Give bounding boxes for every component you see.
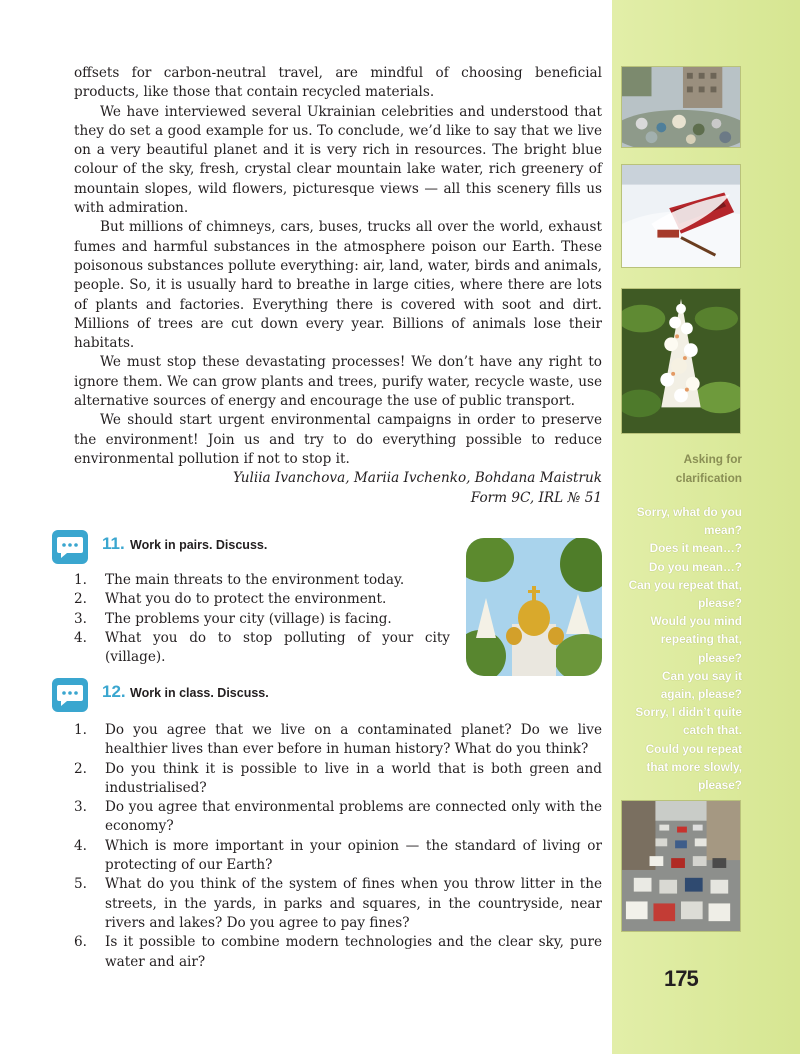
snow-car-photo [621,164,741,268]
item-text: Do you think it is possible to live in a world that is both green and industrialised? [105,760,602,796]
article-paragraph: offsets for carbon-neutral travel, are mindful of choosing beneficial products, like those that contain recycled materials. [74,65,602,101]
phrase-line: please? [698,778,742,793]
task-11-header [50,528,470,566]
list-item [74,571,450,590]
phrase-line: repeating that, [660,632,742,647]
phrase-line: Sorry, I didn’t quite [635,705,742,720]
phrase-line: Does it mean…? [649,541,742,556]
task-title: Work in class. Discuss. [130,686,269,700]
item-text: Is it possible to combine modern technologies and the clear sky, pure water and air? [105,934,602,970]
article-form: Form 9C, IRL № 51 [470,489,602,506]
phrase-line: again, please? [660,687,742,702]
clarification-heading [676,450,742,487]
item-text: Do you agree that we live on a contaminated planet? Do we live healthier lives than ever before in human history? What do you think? [105,722,602,758]
phrase-line: Could you repeat [645,741,742,756]
phrase-line: mean? [703,523,742,538]
task-11-list [74,571,450,667]
item-text: What you do to protect the environment. [105,591,387,608]
list-item [74,590,450,609]
item-number: 3. [74,799,87,816]
phrase-line: Can you say it [662,668,742,683]
speech-bubble-icon [50,676,90,714]
article-paragraph: We should start urgent environmental campaigns in order to preserve the environment! Join us and try to do everything possible to reduce environmental pollution if not to stop it. [74,412,602,467]
task-12-list [74,721,602,972]
list-item [74,798,602,837]
garbage-photo [621,66,741,148]
item-text: Which is more important in your opinion — the standard of living or protecting of our Earth? [105,837,602,874]
task-12-header [50,676,470,714]
list-item [74,875,602,933]
phrase-line: Can you repeat that, [628,577,742,592]
task-number: 12. [102,682,126,701]
clarification-heading-line: Asking for [683,452,742,466]
list-item [74,760,602,799]
phrase-line: Would you mind [650,614,742,629]
list-item [74,721,602,760]
article-paragraph: But millions of chimneys, cars, buses, trucks all over the world, exhaust fumes and harmful substances in the atmosphere poison our Earth. These poisonous substances pollute everything: air, land, water, birds and animals, people. So, it is usually hard to breathe in large cities, where there are lots of plants and factories. Everything there is covered with soot and dirt. Millions of trees are cut down every year. Billions of animals lose their habitats. [74,219,602,352]
article [74,64,602,508]
page-number: 175 [664,966,698,991]
phrase-line: catch that. [683,723,742,738]
item-number: 1. [74,572,87,588]
list-item [74,629,450,668]
task-number: 11. [102,534,125,553]
article-paragraph: We have interviewed several Ukrainian celebrities and understood that they do set a good example for us. To conclude, we’d like to say that we live on a very beautiful planet and it is very rich in resources. The bright blue colour of the sky, fresh, crystal clear mountain lake water, rich greenery of mountain slopes, wild flowers, picturesque views — all this scenery fills us with admiration. [74,103,602,217]
list-item [74,610,450,629]
chestnut-blossom-photo [621,288,741,434]
article-paragraph: We must stop these devastating processes! We don’t have any right to ignore them. We can grow plants and trees, purify water, recycle waste, use alternative sources of energy and encourage the use of public transport. [74,354,602,410]
phrase-line: Sorry, what do you [636,505,742,519]
church-domes-photo [466,538,602,676]
clarification-phrases [629,503,742,794]
list-item [74,837,602,876]
clarification-heading-line: clarification [675,470,742,485]
list-item [74,933,602,972]
article-authors: Yuliia Ivanchova, Mariia Ivchenko, Bohdana Maistruk [232,470,602,487]
phrase-line: please? [698,650,742,665]
item-number: 2. [74,760,87,777]
traffic-jam-photo [621,800,741,932]
item-number: 3. [74,610,87,627]
item-number: 2. [74,591,87,608]
item-number: 4. [74,837,87,854]
item-number: 5. [74,876,87,893]
phrase-line: please? [698,596,742,611]
task-title: Work in pairs. Discuss. [130,538,268,552]
item-text: What you do to stop polluting of your city (village). [105,629,450,666]
item-number: 4. [74,629,87,646]
item-number: 1. [74,722,87,738]
phrase-line: Do you mean…? [648,559,742,574]
item-text: The main threats to the environment today. [105,572,405,588]
speech-bubble-icon [50,528,90,566]
item-text: What do you think of the system of fines when you throw litter in the streets, in the yards, in parks and squares, in the countryside, near rivers and lakes? Do you agree to pay fines? [105,876,602,931]
phrase-line: that more slowly, [646,759,742,774]
item-text: Do you agree that environmental problems are connected only with the economy? [105,799,602,835]
item-number: 6. [74,934,87,951]
item-text: The problems your city (village) is facing. [105,610,392,627]
